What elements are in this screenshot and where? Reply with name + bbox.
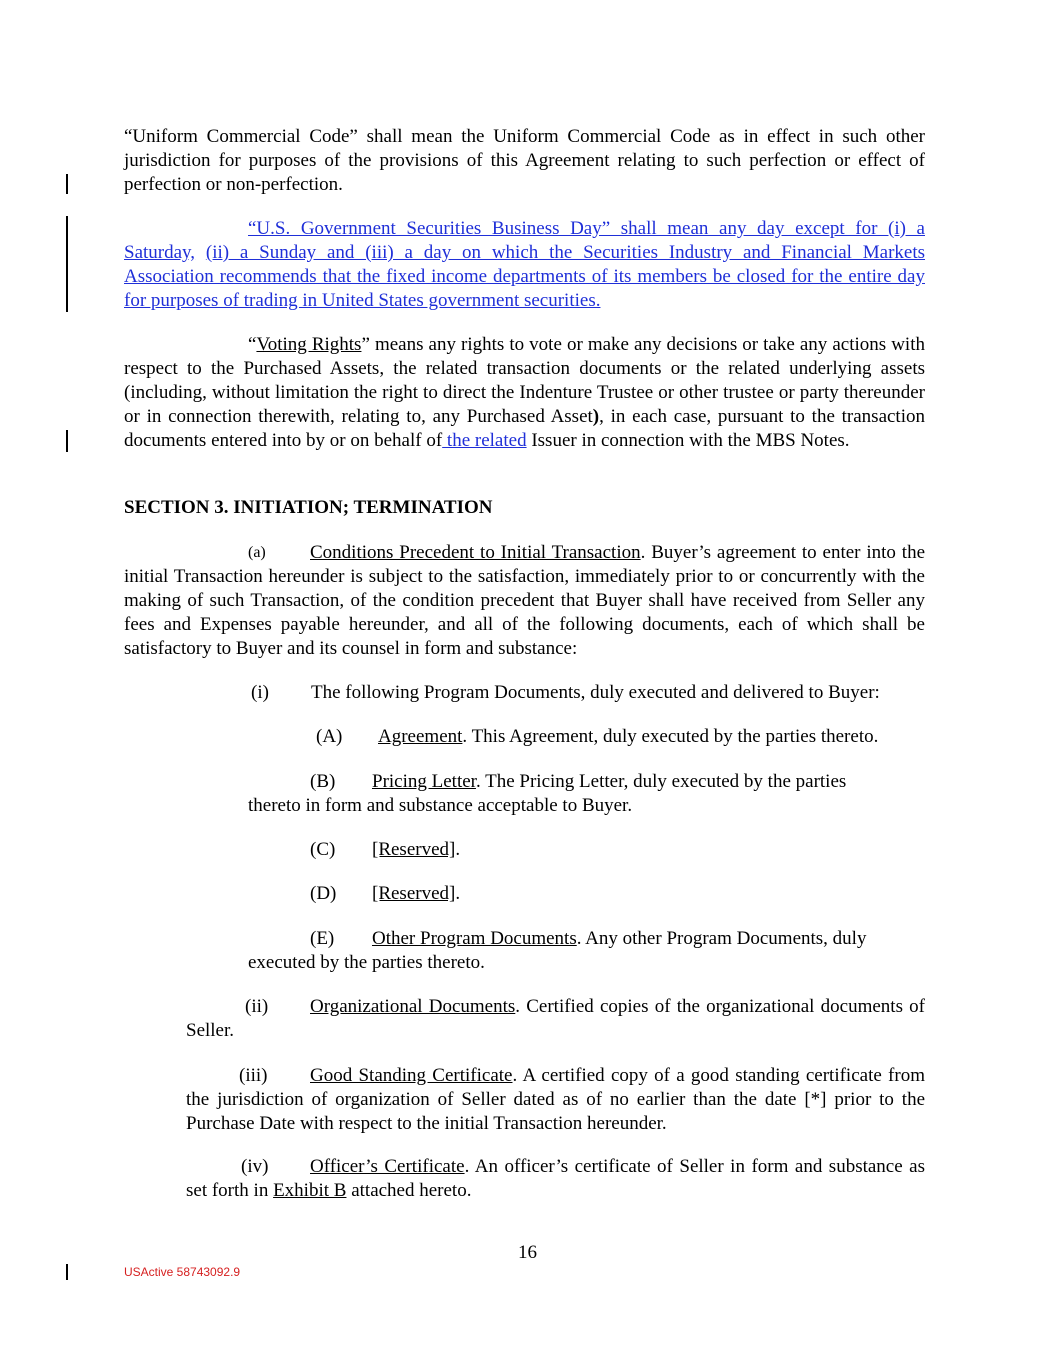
item-i-text: The following Program Documents, duly executed and delivered to Buyer: (311, 682, 880, 703)
item-ii-text: Organizational Documents. Certified copies of the organizational documents of Seller. (186, 996, 925, 1041)
item-B-title: Pricing Letter (372, 771, 476, 792)
item-B-number: (B) (310, 771, 336, 792)
item-E-text-line2: executed by the parties thereto. (248, 952, 485, 973)
usgov-definition-paragraph (124, 217, 925, 313)
document-id-footer: USActive 58743092.9 (124, 1265, 241, 1279)
item-iv-number: (iv) (241, 1156, 269, 1177)
item-E-number: (E) (310, 928, 335, 949)
exhibit-reference: Exhibit B (273, 1180, 347, 1201)
defined-term: Voting Rights (256, 334, 362, 355)
item-A-number: (A) (316, 726, 343, 747)
voting-rights-paragraph: “Voting Rights” means any rights to vote or make any decisions or take any actions with respect to the Purchased Assets, the related transaction documents or the related underlying assets (including, without limitation the right to direct the Indenture Trustee or other trustee or party thereunder or in connection therewith, relating to, any Purchased Asset), in each case, pursuant to the transaction documents entered into by or on behalf of the related Issuer in connection with the MBS Notes. (124, 334, 925, 451)
change-bar (66, 216, 68, 312)
item-iii-title: Good Standing Certificate (310, 1065, 513, 1086)
item-i-number: (i) (251, 682, 269, 703)
inserted-text: (ii) a Sunday and (iii) a day on which the Securities Industry and Financial Markets Association recommends that the fixed income departments of its members be closed for the entire day for purposes of trading in United States government securities. (124, 242, 926, 311)
item-D-text: [Reserved]. (372, 883, 461, 904)
item-E-title: Other Program Documents (372, 928, 577, 949)
change-bar (66, 430, 68, 452)
item-E-text-line1: Other Program Documents. Any other Program Documents, duly (372, 928, 867, 949)
item-ii-number: (ii) (245, 996, 269, 1017)
paragraph-a-number: (a) (248, 544, 266, 561)
item-iv-text: Officer’s Certificate. An officer’s certificate of Seller in form and substance as set forth in Exhibit B attached hereto. (186, 1156, 925, 1201)
page-number: 16 (518, 1242, 537, 1263)
inserted-text: the related (442, 430, 527, 451)
inserted-text: “U.S. Government Securities Business Day” shall mean any day except for (i) a Saturday, (124, 218, 925, 263)
item-ii-title: Organizational Documents (310, 996, 516, 1017)
item-A-title: Agreement (378, 726, 463, 747)
ucc-definition-paragraph: “Uniform Commercial Code” shall mean the Uniform Commercial Code as in effect in such other jurisdiction for purposes of the provisions of this Agreement relating to such perfection or effect of perfection or non-perfection. (124, 126, 925, 195)
item-C-title: [Reserved] (372, 839, 456, 860)
change-bar (66, 174, 68, 194)
item-C-text: [Reserved]. (372, 839, 461, 860)
paragraph-a: Conditions Precedent to Initial Transaction. Buyer’s agreement to enter into the initial Transaction hereunder is subject to the satisfaction, immediately prior to or concurrently with the making of such Transaction, of the condition precedent that Buyer shall have received from Seller any fees and Expenses payable hereunder, and all of the following documents, each of which shall be satisfactory to Buyer and its counsel in form and substance: (124, 542, 926, 659)
change-bar (66, 1264, 68, 1280)
item-B-text-line1: Pricing Letter. The Pricing Letter, duly executed by the parties (372, 771, 847, 792)
item-B-text-line2: thereto in form and substance acceptable to Buyer. (248, 795, 633, 816)
item-D-title: [Reserved] (372, 883, 456, 904)
item-C-number: (C) (310, 839, 336, 860)
item-iii-number: (iii) (239, 1065, 268, 1086)
item-iii-text: Good Standing Certificate. A certified copy of a good standing certificate from the jurisdiction of organization of Seller dated as of no earlier than the date [*] prior to the Purchase Date with respect to the initial Transaction hereunder. (186, 1065, 925, 1134)
item-D-number: (D) (310, 883, 337, 904)
paragraph-a-title: Conditions Precedent to Initial Transaction (310, 542, 641, 563)
section-heading: SECTION 3. INITIATION; TERMINATION (124, 497, 493, 518)
item-iv-title: Officer’s Certificate (310, 1156, 465, 1177)
item-A-text: Agreement. This Agreement, duly executed by the parties thereto. (378, 726, 879, 747)
